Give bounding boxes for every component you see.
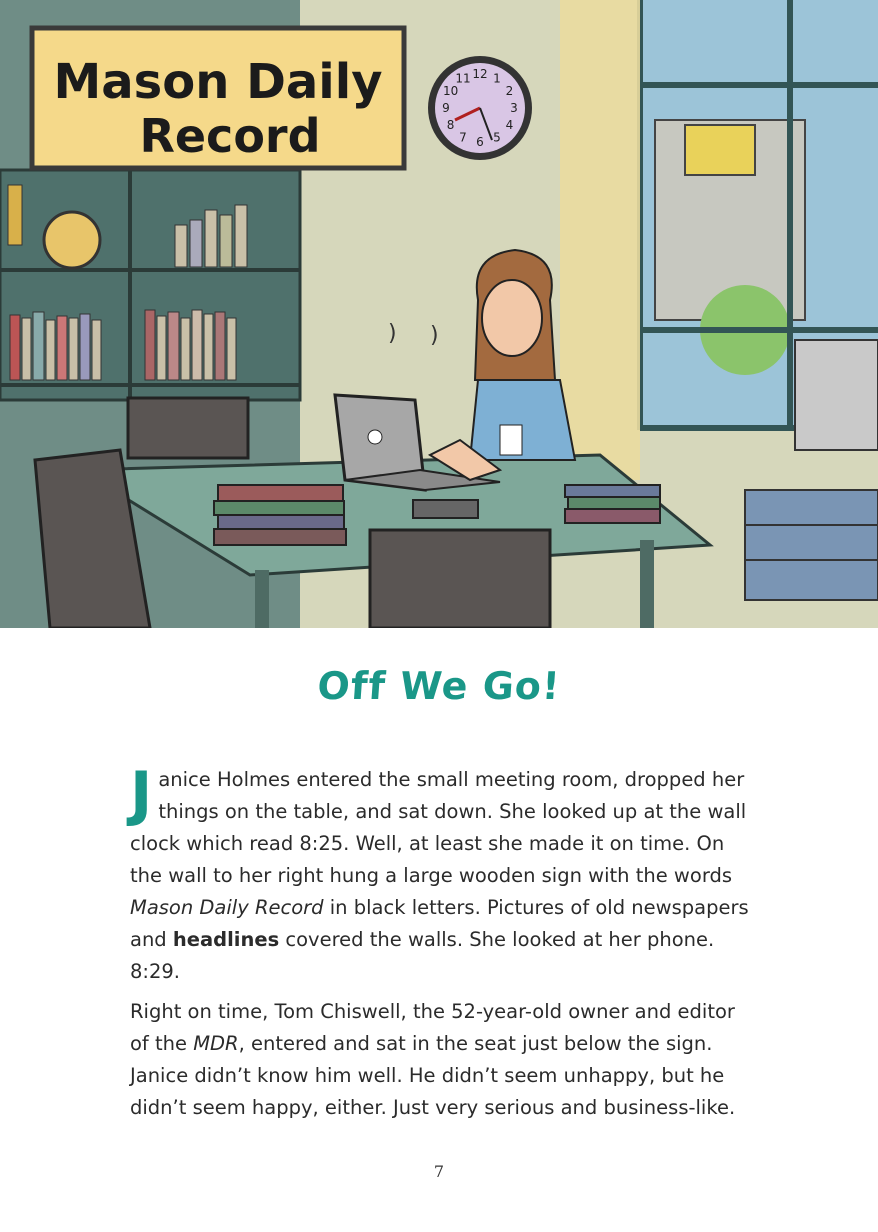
clock-numeral: 3 [510, 101, 518, 115]
paragraph-1-text-c: covered the walls. She looked at her phone. 8:29. [130, 928, 715, 983]
paragraph-2 [130, 996, 758, 1124]
clock-numeral: 2 [505, 84, 514, 98]
wall-clock [428, 56, 532, 160]
paragraph-1 [130, 759, 758, 988]
story-body [130, 759, 758, 1124]
clock-numeral: 9 [442, 101, 450, 115]
clock-numeral: 5 [493, 130, 501, 145]
clock-numeral: 12 [472, 67, 488, 81]
clock-numeral: 10 [442, 84, 459, 98]
paragraph-2-italic-mdr: MDR [193, 1032, 239, 1055]
paragraph-1-text-b: in black letters. Pictures of old newspapers and [130, 896, 749, 951]
svg-text:): ) [388, 321, 397, 346]
clock-numeral: 4 [505, 118, 514, 132]
paragraph-2-text-b: , entered and sat in the seat just below the sign. Janice didn’t know him well. He didn’t seem unhappy, but he didn’t seem happy, either. Just very serious and business-like. [130, 1032, 736, 1119]
svg-text:): ) [430, 323, 439, 348]
paragraph-1-italic-sign-name: Mason Daily Record [130, 896, 324, 919]
clock-numeral: 7 [459, 130, 467, 145]
clock-numeral: 8 [446, 118, 455, 132]
clock-numeral: 11 [455, 71, 471, 86]
chapter-title: Off We Go! [316, 664, 562, 708]
glossary-term-headlines: headlines [172, 928, 280, 951]
bookshelf [0, 170, 300, 400]
sign-line-2: Record [139, 109, 321, 163]
mason-daily-record-sign [32, 28, 404, 168]
paragraph-1-text-a: anice Holmes entered the small meeting room, dropped her things on the table, and sat down. She looked up at the wall clock which read 8:25. Well, at least she made it on time. On the wall to her right hung a large wooden sign with the words [130, 768, 747, 887]
page-number: 7 [433, 1162, 445, 1181]
clock-numeral: 6 [476, 135, 484, 149]
paragraph-2-text-a: Right on time, Tom Chiswell, the 52-year-old owner and editor of the [130, 1000, 735, 1055]
sign-line-1: Mason Daily [53, 54, 383, 110]
clock-numeral: 1 [493, 71, 501, 86]
drop-cap: J [130, 759, 153, 829]
